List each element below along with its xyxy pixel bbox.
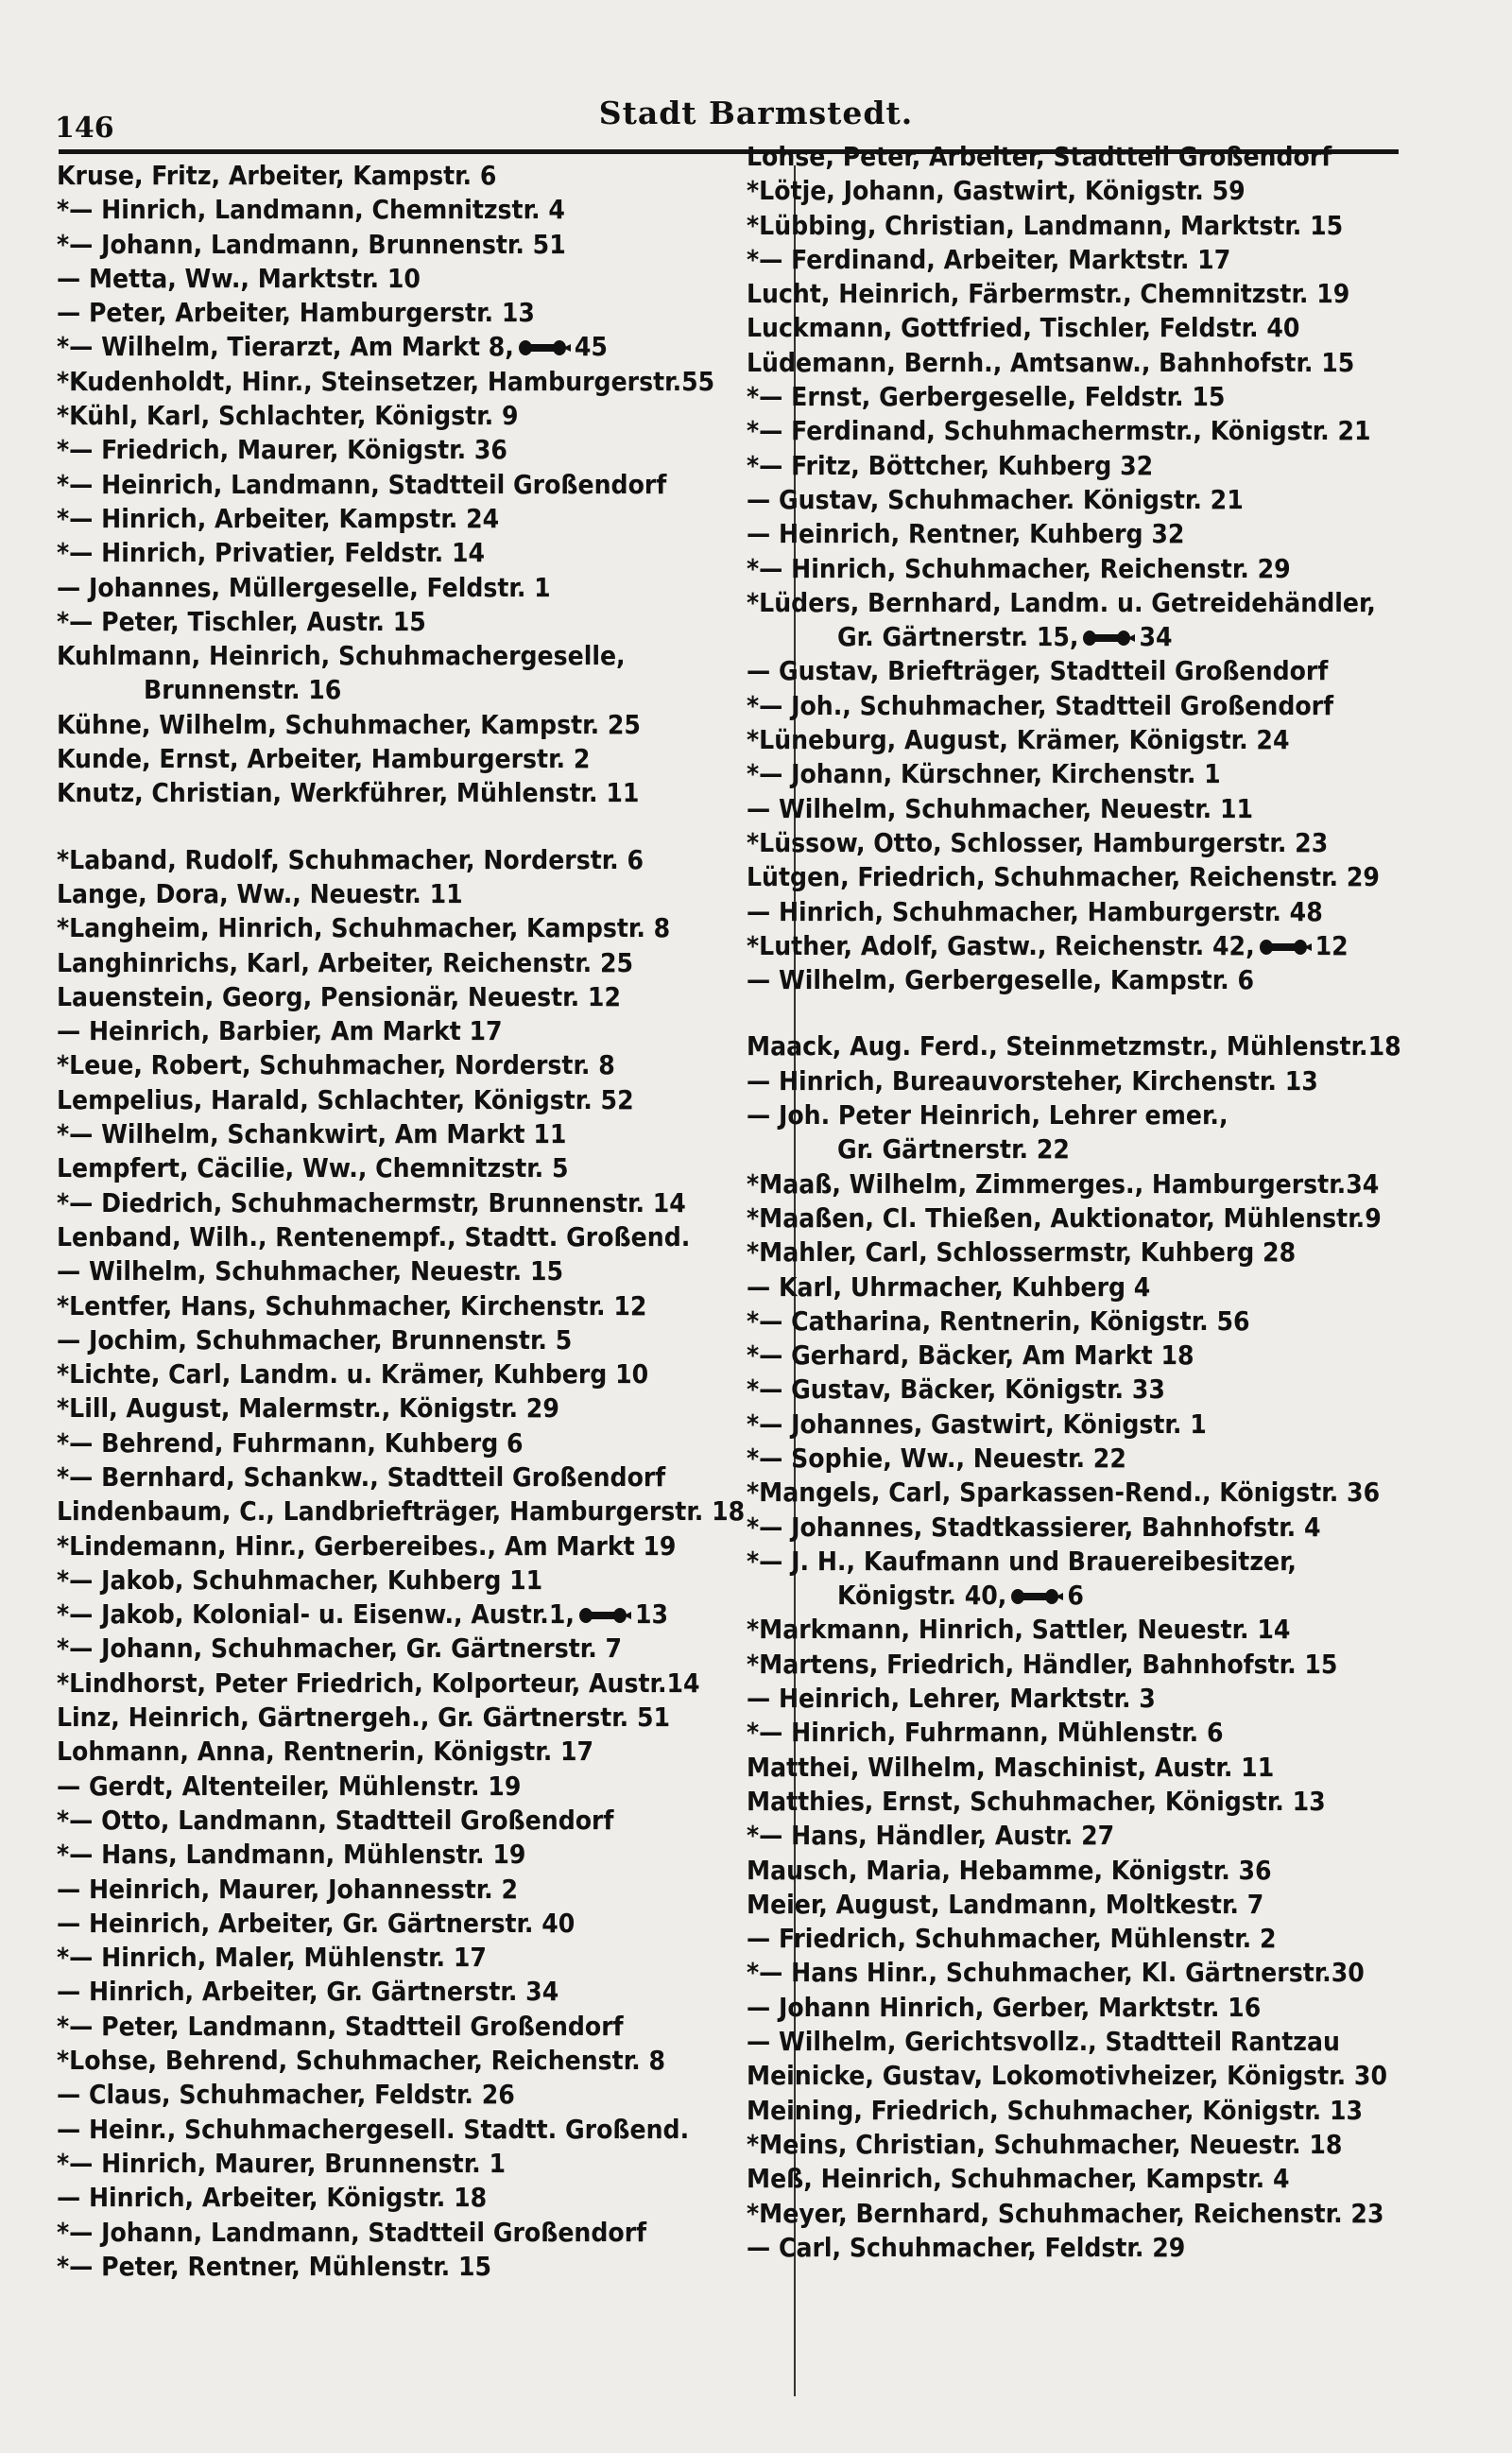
entry-text: *Leue, Robert, Schuhmacher, Norderstr. 8	[57, 1049, 615, 1081]
directory-entry	[57, 708, 784, 742]
directory-entry	[747, 1648, 1484, 1682]
entry-text: Matthies, Ernst, Schuhmacher, Königstr. 13	[747, 1785, 1326, 1817]
directory-entry	[747, 449, 1484, 483]
entry-text: — Johann Hinrich, Gerber, Marktstr. 16	[747, 1991, 1262, 2023]
directory-entry	[747, 174, 1484, 208]
directory-entry	[747, 2059, 1484, 2093]
directory-entry	[57, 1151, 784, 1185]
entry-text: *— J. H., Kaufmann und Brauereibesitzer,	[747, 1545, 1297, 1577]
directory-entry	[57, 502, 784, 536]
directory-entry	[747, 552, 1484, 586]
directory-entry	[747, 689, 1484, 723]
entry-text: — Claus, Schuhmacher, Feldstr. 26	[57, 2079, 515, 2111]
entry-text: Meining, Friedrich, Schuhmacher, Königstr. 13	[747, 2094, 1364, 2126]
entry-text: *— Behrend, Fuhrmann, Kuhberg 6	[57, 1426, 524, 1459]
entry-text: *— Hinrich, Schuhmacher, Reichenstr. 29	[747, 552, 1291, 584]
entry-text: *— Bernhard, Schankw., Stadtteil Großendorf	[57, 1460, 666, 1493]
entry-text: *Maaß, Wilhelm, Zimmerges., Hamburgerstr.34	[747, 1167, 1380, 1200]
left-column	[57, 159, 784, 2284]
entry-text: Lindenbaum, C., Landbriefträger, Hamburgerstr. 18	[57, 1495, 746, 1528]
entry-text: Meier, August, Landmann, Moltkestr. 7	[747, 1888, 1264, 1920]
directory-entry	[57, 2216, 784, 2250]
directory-entry	[747, 1270, 1484, 1304]
entry-text: — Joh. Peter Heinrich, Lehrer emer.,	[747, 1099, 1228, 1131]
directory-entry	[57, 262, 784, 296]
entry-text: Linz, Heinrich, Gärtnergeh., Gr. Gärtnerstr. 51	[57, 1702, 671, 1734]
directory-entry	[57, 1186, 784, 1220]
directory-entry	[57, 571, 784, 605]
phone-number: 13	[634, 1598, 669, 1631]
entry-text: *Langheim, Hinrich, Schuhmacher, Kampstr. 8	[57, 912, 671, 944]
entry-text: *— Jakob, Kolonial- u. Eisenw., Austr.1,	[57, 1598, 575, 1631]
entry-text: Mausch, Maria, Hebamme, Königstr. 36	[747, 1854, 1272, 1886]
telephone-icon	[578, 1607, 631, 1624]
entry-text: Maack, Aug. Ferd., Steinmetzmstr., Mühlenstr.18	[747, 1030, 1401, 1062]
entry-text: Lempfert, Cäcilie, Ww., Chemnitzstr. 5	[57, 1152, 569, 1184]
directory-entry	[57, 296, 784, 330]
entry-text: *— Wilhelm, Schankwirt, Am Markt 11	[57, 1118, 567, 1150]
entry-text: Knutz, Christian, Werkführer, Mühlenstr. 11	[57, 777, 640, 809]
directory-entry	[747, 311, 1484, 345]
directory-entry	[57, 1117, 784, 1151]
entry-text: *Lötje, Johann, Gastwirt, Königstr. 59	[747, 175, 1246, 207]
entry-text: — Hinrich, Bureauvorsteher, Kirchenstr. 13	[747, 1064, 1318, 1097]
directory-entry	[57, 468, 784, 502]
directory-entry	[57, 1735, 784, 1769]
entry-text: *— Johann, Kürschner, Kirchenstr. 1	[747, 758, 1221, 790]
directory-entry	[747, 1922, 1484, 1956]
telephone-icon	[518, 339, 571, 356]
entry-text: *Lohse, Behrend, Schuhmacher, Reichenstr. 8	[57, 2045, 666, 2077]
entry-text: Lohmann, Anna, Rentnerin, Königstr. 17	[57, 1736, 594, 1768]
section-gap	[747, 997, 1484, 1029]
entry-text: Luckmann, Gottfried, Tischler, Feldstr. 40	[747, 312, 1300, 344]
entry-text: Kühne, Wilhelm, Schuhmacher, Kampstr. 25	[57, 708, 641, 740]
directory-entry	[57, 946, 784, 980]
telephone-icon	[1010, 1588, 1063, 1605]
entry-text: *— Hans, Händler, Austr. 27	[747, 1820, 1115, 1852]
entry-text: — Gerdt, Altenteiler, Mühlenstr. 19	[57, 1770, 522, 1802]
directory-entry	[747, 243, 1484, 277]
directory-entry	[57, 1804, 784, 1838]
entry-text: *— Peter, Rentner, Mühlenstr. 15	[57, 2250, 492, 2282]
directory-entry	[57, 2181, 784, 2215]
directory-entry	[747, 1373, 1484, 1407]
directory-entry	[57, 1220, 784, 1254]
entry-text: *Lindhorst, Peter Friedrich, Kolporteur, Austr.14	[57, 1667, 700, 1699]
entry-text: Kuhlmann, Heinrich, Schuhmachergeselle,	[57, 640, 626, 672]
entry-text: — Gustav, Schuhmacher. Königstr. 21	[747, 483, 1244, 515]
directory-entry	[57, 980, 784, 1014]
directory-entry	[747, 2025, 1484, 2059]
entry-text: Brunnenstr. 16	[144, 674, 342, 706]
directory-entry	[747, 1751, 1484, 1785]
directory-entry	[747, 1819, 1484, 1853]
directory-entry	[57, 2044, 784, 2078]
directory-entry	[57, 1289, 784, 1323]
directory-entry	[57, 1941, 784, 1975]
entry-text: Matthei, Wilhelm, Maschinist, Austr. 11	[747, 1751, 1275, 1783]
directory-entry	[747, 140, 1484, 174]
entry-text: *Mahler, Carl, Schlossermstr, Kuhberg 28	[747, 1236, 1297, 1269]
entry-text: *— Hans, Landmann, Mühlenstr. 19	[57, 1839, 526, 1871]
directory-entry	[57, 1254, 784, 1288]
entry-text: — Heinrich, Barbier, Am Markt 17	[57, 1015, 503, 1047]
directory-entry	[57, 1563, 784, 1598]
right-column	[747, 140, 1484, 2265]
directory-entry	[747, 1408, 1484, 1442]
entry-text: — Heinrich, Maurer, Johannesstr. 2	[57, 1873, 519, 1905]
phone-number: 45	[574, 331, 608, 363]
entry-text: *— Johann, Landmann, Stadtteil Großendorf	[57, 2216, 647, 2248]
directory-entry	[747, 1476, 1484, 1510]
entry-text: *— Johannes, Stadtkassierer, Bahnhofstr. 4	[747, 1511, 1321, 1543]
entry-text: — Johannes, Müllergeselle, Feldstr. 1	[57, 571, 551, 603]
entry-text: *— Hinrich, Arbeiter, Kampstr. 24	[57, 502, 500, 534]
directory-entry	[747, 654, 1484, 688]
entry-text: *Laband, Rudolf, Schuhmacher, Norderstr. 6	[57, 843, 644, 875]
directory-entry	[747, 346, 1484, 380]
entry-text: *Lindemann, Hinr., Gerbereibes., Am Markt 19	[57, 1529, 677, 1562]
entry-text: Lohse, Peter, Arbeiter, Stadtteil Großendorf	[747, 141, 1332, 172]
entry-text: *— Gerhard, Bäcker, Am Markt 18	[747, 1339, 1194, 1372]
directory-entry	[747, 792, 1484, 826]
directory-entry	[57, 193, 784, 227]
entry-text: *— Ferdinand, Schuhmachermstr., Königstr. 21	[747, 415, 1371, 447]
entry-text: *— Sophie, Ww., Neuestr. 22	[747, 1442, 1126, 1474]
entry-text: — Karl, Uhrmacher, Kuhberg 4	[747, 1270, 1151, 1303]
directory-entry	[57, 1529, 784, 1563]
directory-entry	[747, 1888, 1484, 1922]
entry-text: *Luther, Adolf, Gastw., Reichenstr. 42,	[747, 929, 1255, 961]
entry-text: — Hinrich, Arbeiter, Gr. Gärtnerstr. 34	[57, 1976, 559, 2008]
entry-text: Gr. Gärtnerstr. 22	[837, 1133, 1070, 1166]
directory-entry	[747, 1339, 1484, 1373]
directory-entry	[57, 330, 784, 364]
directory-entry	[747, 1511, 1484, 1545]
directory-entry	[57, 433, 784, 467]
directory-entry	[57, 1667, 784, 1701]
directory-entry	[57, 2147, 784, 2181]
entry-text: — Carl, Schuhmacher, Feldstr. 29	[747, 2231, 1186, 2263]
entry-text: *— Hinrich, Fuhrmann, Mühlenstr. 6	[747, 1717, 1224, 1749]
directory-entry	[747, 757, 1484, 791]
entry-text: Langhinrichs, Karl, Arbeiter, Reichenstr. 25	[57, 946, 634, 978]
entry-text: *Lill, August, Malermstr., Königstr. 29	[57, 1392, 559, 1425]
directory-entry	[747, 929, 1484, 963]
directory-entry	[57, 1907, 784, 1941]
entry-text: *— Ernst, Gerbergeselle, Feldstr. 15	[747, 381, 1226, 413]
page-title: Stadt Barmstedt.	[598, 95, 914, 131]
entry-text: *— Johannes, Gastwirt, Königstr. 1	[747, 1408, 1207, 1440]
entry-text: *— Gustav, Bäcker, Königstr. 33	[747, 1373, 1165, 1406]
directory-entry	[57, 911, 784, 945]
directory-entry	[57, 1323, 784, 1357]
directory-entry	[747, 963, 1484, 997]
entry-text: — Wilhelm, Schuhmacher, Neuestr. 15	[57, 1255, 564, 1287]
entry-text: Gr. Gärtnerstr. 15,	[837, 621, 1079, 653]
entry-text: — Heinrich, Lehrer, Marktstr. 3	[747, 1683, 1156, 1715]
entry-text: Lütgen, Friedrich, Schuhmacher, Reichenstr. 29	[747, 861, 1380, 893]
directory-entry	[57, 1873, 784, 1907]
entry-text: — Hinrich, Schuhmacher, Hamburgerstr. 48	[747, 895, 1323, 927]
directory-entry	[57, 1014, 784, 1048]
directory-entry	[57, 1426, 784, 1460]
entry-text: *Markmann, Hinrich, Sattler, Neuestr. 14	[747, 1614, 1291, 1646]
entry-text: *Lüssow, Otto, Schlosser, Hamburgerstr. 23	[747, 826, 1329, 858]
directory-entry	[747, 723, 1484, 757]
directory-entry	[57, 1975, 784, 2009]
directory-entry	[747, 1854, 1484, 1888]
entry-text: *— Joh., Schuhmacher, Stadtteil Großendorf	[747, 689, 1334, 721]
directory-entry	[747, 1132, 1484, 1166]
entry-text: — Wilhelm, Schuhmacher, Neuestr. 11	[747, 792, 1254, 824]
entry-text: — Wilhelm, Gerbergeselle, Kampstr. 6	[747, 964, 1255, 996]
directory-entry	[57, 1460, 784, 1494]
entry-text: *Lübbing, Christian, Landmann, Marktstr. 15	[747, 209, 1344, 241]
directory-entry	[57, 1838, 784, 1872]
section-gap	[57, 811, 784, 843]
directory-entry	[747, 1201, 1484, 1235]
directory-entry	[747, 1167, 1484, 1201]
entry-text: *Kühl, Karl, Schlachter, Königstr. 9	[57, 400, 519, 432]
entry-text: — Gustav, Briefträger, Stadtteil Großendorf	[747, 655, 1329, 687]
directory-entry	[747, 1029, 1484, 1063]
entry-text: *Kudenholdt, Hinr., Steinsetzer, Hamburgerstr.55	[57, 365, 715, 397]
directory-entry	[57, 1701, 784, 1735]
phone-number: 34	[1139, 621, 1173, 653]
entry-text: *— Heinrich, Landmann, Stadtteil Großendorf	[57, 468, 667, 500]
entry-text: — Jochim, Schuhmacher, Brunnenstr. 5	[57, 1323, 573, 1356]
entry-text: *— Wilhelm, Tierarzt, Am Markt 8,	[57, 331, 514, 363]
entry-text: *Meyer, Bernhard, Schuhmacher, Reichenstr. 23	[747, 2197, 1384, 2229]
entry-text: *Lüders, Bernhard, Landm. u. Getreidehändler,	[747, 586, 1376, 618]
directory-entry	[57, 673, 784, 707]
directory-entry	[57, 1357, 784, 1391]
entry-text: Lenband, Wilh., Rentenempf., Stadtt. Großend.	[57, 1220, 691, 1252]
directory-entry	[57, 1494, 784, 1529]
entry-text: — Peter, Arbeiter, Hamburgerstr. 13	[57, 297, 535, 329]
directory-entry	[57, 228, 784, 262]
directory-entry	[747, 2128, 1484, 2162]
phone-number: 12	[1314, 929, 1349, 961]
entry-text: Meinicke, Gustav, Lokomotivheizer, Königstr. 30	[747, 2060, 1387, 2092]
entry-text: *— Friedrich, Maurer, Königstr. 36	[57, 434, 507, 466]
directory-entry	[57, 536, 784, 570]
directory-entry	[747, 1545, 1484, 1579]
directory-entry	[747, 1991, 1484, 2025]
telephone-icon	[1082, 630, 1135, 647]
directory-entry	[57, 1632, 784, 1666]
directory-entry	[747, 1613, 1484, 1647]
directory-entry	[747, 414, 1484, 448]
directory-entry	[747, 1098, 1484, 1132]
entry-text: — Heinrich, Arbeiter, Gr. Gärtnerstr. 40	[57, 1907, 576, 1939]
directory-entry	[747, 1304, 1484, 1339]
entry-text: Lucht, Heinrich, Färbermstr., Chemnitzstr. 19	[747, 278, 1350, 310]
directory-entry	[747, 1064, 1484, 1098]
entry-text: — Metta, Ww., Marktstr. 10	[57, 262, 421, 294]
directory-entry	[57, 399, 784, 433]
entry-text: — Heinrich, Rentner, Kuhberg 32	[747, 518, 1185, 550]
entry-text: *— Johann, Landmann, Brunnenstr. 51	[57, 228, 566, 260]
directory-entry	[747, 2094, 1484, 2128]
page-number: 146	[55, 112, 114, 145]
entry-text: *— Fritz, Böttcher, Kuhberg 32	[747, 449, 1154, 481]
directory-entry	[747, 483, 1484, 517]
entry-text: Lempelius, Harald, Schlachter, Königstr. 52	[57, 1083, 634, 1115]
entry-text: *Maaßen, Cl. Thießen, Auktionator, Mühlenstr.9	[747, 1201, 1382, 1234]
directory-entry	[747, 1956, 1484, 1990]
entry-text: — Friedrich, Schuhmacher, Mühlenstr. 2	[747, 1923, 1277, 1955]
directory-entry	[57, 1770, 784, 1804]
phone-number: 6	[1067, 1580, 1084, 1612]
directory-entry	[747, 209, 1484, 243]
directory-entry	[747, 860, 1484, 894]
entry-text: *Lentfer, Hans, Schuhmacher, Kirchenstr. 12	[57, 1289, 647, 1322]
directory-entry	[747, 2231, 1484, 2265]
entry-text: *Lüneburg, August, Krämer, Königstr. 24	[747, 724, 1290, 756]
directory-entry	[747, 1682, 1484, 1716]
directory-entry	[57, 2078, 784, 2112]
entry-text: *— Catharina, Rentnerin, Königstr. 56	[747, 1304, 1250, 1337]
directory-entry	[57, 1048, 784, 1082]
entry-text: — Wilhelm, Gerichtsvollz., Stadtteil Rantzau	[747, 2026, 1340, 2058]
entry-text: *Mangels, Carl, Sparkassen-Rend., Königstr. 36	[747, 1477, 1381, 1509]
directory-entry	[57, 877, 784, 911]
directory-entry	[57, 605, 784, 639]
directory-entry	[747, 1785, 1484, 1819]
entry-text: *— Peter, Tischler, Austr. 15	[57, 605, 426, 637]
entry-text: *— Hans Hinr., Schuhmacher, Kl. Gärtnerstr.30	[747, 1957, 1365, 1989]
entry-text: Königstr. 40,	[837, 1580, 1007, 1612]
directory-entry	[57, 2250, 784, 2284]
directory-entry	[57, 2113, 784, 2147]
entry-text: Lauenstein, Georg, Pensionär, Neuestr. 12	[57, 980, 621, 1012]
directory-entry	[747, 826, 1484, 860]
directory-entry	[57, 2010, 784, 2044]
entry-text: *— Peter, Landmann, Stadtteil Großendorf	[57, 2010, 624, 2042]
directory-entry	[57, 639, 784, 673]
directory-entry	[747, 895, 1484, 929]
directory-entry	[747, 517, 1484, 551]
directory-entry	[747, 2197, 1484, 2231]
directory-entry	[747, 1716, 1484, 1750]
directory-entry	[747, 1442, 1484, 1476]
entry-text: *— Jakob, Schuhmacher, Kuhberg 11	[57, 1563, 543, 1596]
entry-text: *Meins, Christian, Schuhmacher, Neuestr. 18	[747, 2128, 1343, 2160]
directory-entry	[747, 2162, 1484, 2196]
directory-entry	[57, 1391, 784, 1425]
directory-entry	[57, 159, 784, 193]
entry-text: — Hinrich, Arbeiter, Königstr. 18	[57, 2182, 488, 2214]
directory-entry	[747, 380, 1484, 414]
directory-entry	[747, 586, 1484, 620]
directory-entry	[57, 843, 784, 877]
entry-text: *— Hinrich, Maler, Mühlenstr. 17	[57, 1942, 487, 1974]
entry-text: *— Hinrich, Landmann, Chemnitzstr. 4	[57, 194, 565, 226]
directory-entry	[57, 742, 784, 776]
directory-entry	[57, 365, 784, 399]
entry-text: Meß, Heinrich, Schuhmacher, Kampstr. 4	[747, 2163, 1290, 2195]
directory-entry	[747, 620, 1484, 654]
entry-text: *— Ferdinand, Arbeiter, Marktstr. 17	[747, 243, 1231, 275]
entry-text: *— Hinrich, Privatier, Feldstr. 14	[57, 537, 486, 569]
entry-text: *— Otto, Landmann, Stadtteil Großendorf	[57, 1804, 614, 1836]
entry-text: Lange, Dora, Ww., Neuestr. 11	[57, 877, 463, 909]
directory-entry	[57, 776, 784, 810]
telephone-icon	[1259, 939, 1312, 956]
entry-text: Lüdemann, Bernh., Amtsanw., Bahnhofstr. 15	[747, 346, 1355, 378]
entry-text: *Martens, Friedrich, Händler, Bahnhofstr. 15	[747, 1648, 1338, 1680]
entry-text: *Lichte, Carl, Landm. u. Krämer, Kuhberg 10	[57, 1358, 649, 1391]
directory-entry	[747, 1579, 1484, 1613]
directory-entry	[747, 277, 1484, 311]
entry-text: *— Diedrich, Schuhmachermstr, Brunnenstr. 14	[57, 1186, 686, 1218]
directory-entry	[57, 1598, 784, 1632]
entry-text: *— Hinrich, Maurer, Brunnenstr. 1	[57, 2147, 507, 2179]
entry-text: Kruse, Fritz, Arbeiter, Kampstr. 6	[57, 160, 497, 191]
entry-text: *— Johann, Schuhmacher, Gr. Gärtnerstr. 7	[57, 1632, 623, 1665]
entry-text: Kunde, Ernst, Arbeiter, Hamburgerstr. 2	[57, 743, 591, 775]
directory-entry	[747, 1235, 1484, 1270]
entry-text: — Heinr., Schuhmachergesell. Stadtt. Großend.	[57, 2113, 690, 2145]
directory-entry	[57, 1083, 784, 1117]
